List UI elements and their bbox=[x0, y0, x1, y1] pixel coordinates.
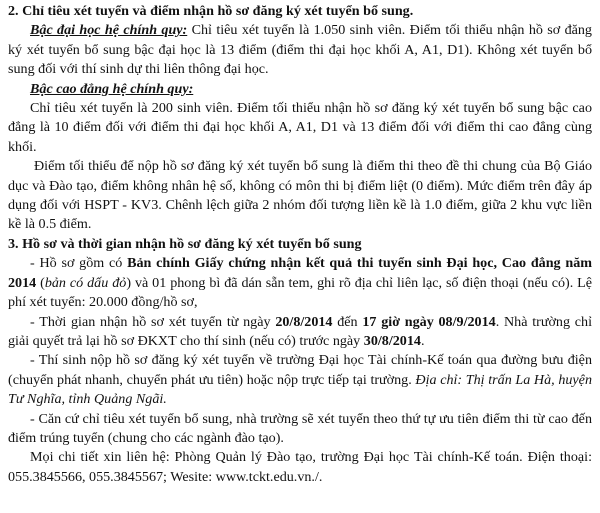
dossier-text-a: - Hồ sơ gồm có bbox=[30, 255, 128, 272]
university-quota-text: Chỉ tiêu xét tuyển là 1.050 sinh viên. Điểm tối thiểu nhận hồ sơ đăng ký xét tuyển bổ sung bậc đại học là 13 điểm (điểm thi đại học khối A, A1, D1). Không xét tuyển bổ sung đối với thí sinh dự thi liên thông đại học. bbox=[8, 22, 592, 78]
university-level-label: Bậc đại học hệ chính quy: bbox=[30, 22, 188, 39]
school-address: Địa chỉ: Thị trấn La Hà, huyện Tư Nghĩa, tỉnh Quảng Ngãi. bbox=[8, 371, 592, 408]
dossier-certificate-text: Bản chính Giấy chứng nhận kết quả thi tuyển sinh Đại học, Cao đẳng năm 2014 bbox=[8, 255, 592, 291]
college-level-heading bbox=[8, 80, 592, 99]
dossier-red-stamp-note: bản có dấu đỏ bbox=[44, 274, 127, 291]
timeline-start-date: 20/8/2014 bbox=[275, 313, 333, 330]
timeline-text-c: đến bbox=[332, 313, 363, 330]
timeline-paragraph bbox=[8, 313, 592, 352]
min-score-paragraph: Điểm tối thiểu để nộp hồ sơ đăng ký xét tuyển bổ sung là điểm thi theo đề thi chung của Bộ Giáo dục và Đào tạo, điểm không nhân hệ số, không có môn thi bị điểm liệt (0 điểm). Mức điểm trên đây áp dụng đối với HSPT - KV3. Chênh lệch giữa 2 nhóm đối tượng liền kề là 1.0 điểm, giữa 2 khu vực liền kề là 0.5 điểm. bbox=[8, 158, 592, 233]
submission-paragraph bbox=[8, 351, 592, 409]
section-3-heading: 3. Hồ sơ và thời gian nhận hồ sơ đăng ký xét tuyển bổ sung bbox=[8, 235, 362, 252]
college-quota-paragraph: Chỉ tiêu xét tuyển là 200 sinh viên. Điểm tối thiểu nhận hồ sơ đăng ký xét tuyển bổ sung bậc cao đẳng là 10 điểm đối với điểm thi đại học khối A, A1, D1 và 13 điểm đối với điểm thi cao đẳng cùng khối. bbox=[8, 100, 592, 155]
timeline-text-e: . Nhà trường chỉ giải quyết trả lại hồ sơ ĐKXT cho thí sinh (nếu có) trước ngày bbox=[8, 313, 593, 349]
timeline-return-date: 30/8/2014 bbox=[363, 332, 421, 349]
section-2-heading: 2. Chỉ tiêu xét tuyển và điểm nhận hồ sơ đăng ký xét tuyển bổ sung. bbox=[8, 3, 414, 19]
submission-text: - Thí sinh nộp hồ sơ đăng ký xét tuyển về trường Đại học Tài chính-Kế toán qua đường bưu điện (chuyển phát nhanh, chuyển phát ưu tiên) hoặc nộp trực tiếp tại trường. bbox=[8, 352, 592, 388]
college-level-label: Bậc cao đẳng hệ chính quy: bbox=[30, 80, 194, 97]
contact-paragraph: Mọi chi tiết xin liên hệ: Phòng Quản lý Đào tạo, trường Đại học Tài chính-Kế toán. Điện thoại: 055.3845566, 055.3845567; Wesite: www.tckt.edu.vn./. bbox=[8, 449, 592, 485]
dossier-paragraph bbox=[8, 254, 592, 312]
timeline-text-g: . bbox=[420, 332, 425, 349]
timeline-text-a: - Thời gian nhận hồ sơ xét tuyển từ ngày bbox=[30, 313, 276, 330]
admission-order-paragraph: - Căn cứ chỉ tiêu xét tuyển bổ sung, nhà trường sẽ xét tuyển theo thứ tự ưu tiên điểm thi từ cao đến điểm trúng tuyển (chung cho các ngành đào tạo). bbox=[8, 410, 592, 446]
university-quota-paragraph bbox=[8, 21, 592, 79]
timeline-end-date: 17 giờ ngày 08/9/2014 bbox=[362, 313, 496, 330]
dossier-text-e: ) và 01 phong bì đã dán sẵn tem, ghi rõ địa chỉ liên lạc, số điện thoại (nếu có). Lệ phí xét tuyển: 20.000 đồng/hồ sơ, bbox=[8, 274, 593, 311]
dossier-text-c: ( bbox=[36, 274, 45, 291]
